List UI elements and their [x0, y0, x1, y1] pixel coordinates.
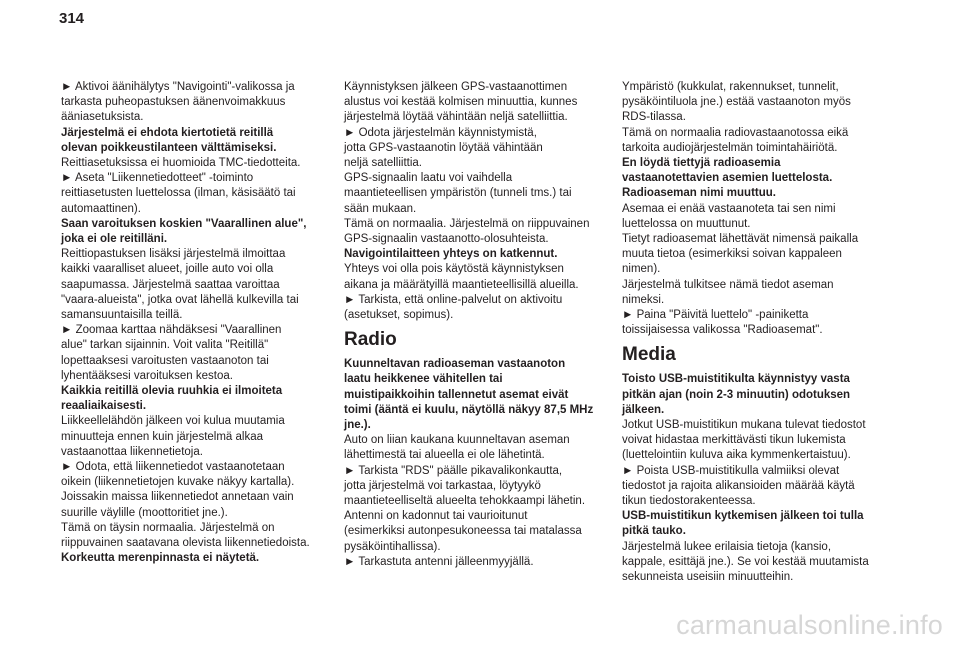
text-line: Ympäristö (kukkulat, rakennukset, tunnelit, — [622, 81, 839, 93]
problem-heading — [61, 217, 343, 247]
text-line: minuutteja ennen kuin järjestelmä alkaa — [61, 430, 264, 443]
text-line: Tämä on normaalia radiovastaanotossa eikä — [622, 126, 849, 139]
text-line: Tämä on täysin normaalia. Järjestelmä on — [61, 521, 275, 534]
text-line: tikun tiedostorakenteessa. — [622, 495, 756, 508]
section-heading: Media — [622, 344, 676, 366]
text-line: automaattinen). — [61, 202, 141, 215]
text-line: Käynnistyksen jälkeen GPS-vastaanottimen — [344, 81, 568, 93]
text-line: ► Aktivoi äänihälytys "Navigointi"-valikossa ja — [61, 81, 295, 93]
paragraph — [344, 262, 626, 323]
text-line: jotta järjestelmä voi tarkastaa, löytyykö — [344, 479, 541, 492]
text-line: Kuunneltavan radioaseman vastaanoton — [344, 358, 566, 371]
text-line: saapumassa. Järjestelmä saattaa varoittaa — [61, 278, 280, 291]
text-line: Reittiopastuksen lisäksi järjestelmä ilmoittaa — [61, 248, 286, 261]
text-column-middle — [344, 80, 626, 570]
text-line: lyhentääksesi varoituksen kestoa. — [61, 369, 233, 382]
text-line: tarkoita audiojärjestelmän toimintahäiriötä. — [622, 141, 838, 154]
text-line: pysäköintihallissa). — [344, 540, 441, 553]
text-line: Kaikkia reitillä olevia ruuhkia ei ilmoiteta — [61, 385, 283, 398]
text-line: joka ei ole reitilläni. — [61, 233, 168, 246]
paragraph — [61, 247, 343, 384]
text-line: maantieteellisen ympäristön (tunneli tms.) tai — [344, 187, 572, 200]
problem-heading — [61, 384, 343, 414]
problem-heading — [622, 156, 904, 202]
text-line: muuta tietoa (esimerkiksi soivan kappaleen — [622, 248, 842, 261]
text-line: muistipaikkoihin tallennetut asemat eivät — [344, 388, 569, 401]
text-line: alue" tarkan sijainnin. Voit valita "Reitillä" — [61, 339, 269, 352]
text-line: luettelossa on muuttunut. — [622, 217, 751, 230]
text-line: Toisto USB-muistitikulta käynnistyy vasta — [622, 373, 850, 386]
text-line: ► Tarkastuta antenni jälleenmyyjällä. — [344, 555, 534, 568]
text-line: jotta GPS-vastaanotin löytää vähintään — [344, 141, 543, 154]
problem-heading — [622, 372, 904, 418]
paragraph — [344, 433, 626, 570]
text-line: tarkasta puheopastuksen äänenvoimakkuus — [61, 96, 286, 109]
text-line: laatu heikkenee vähitellen tai — [344, 373, 503, 386]
text-line: En löydä tiettyjä radioasemia — [622, 157, 781, 170]
text-line: Radioaseman nimi muuttuu. — [622, 187, 776, 200]
text-line: alustus voi kestää kolmisen minuuttia, kunnes — [344, 96, 578, 109]
text-line: reittiasetusten luettelossa (ilman, käsisäätö tai — [61, 187, 296, 200]
problem-heading — [344, 247, 626, 262]
text-line: Järjestelmä ei ehdota kiertotietä reitillä — [61, 126, 274, 139]
text-line: USB-muistitikun kytkemisen jälkeen toi tulla — [622, 510, 864, 523]
text-line: GPS-signaalin laatu voi vaihdella — [344, 172, 513, 185]
text-line: vastaanottaa liikennetietoja. — [61, 445, 203, 458]
text-line: pitkän ajan (noin 2-3 minuutin) odotuksen — [622, 388, 851, 401]
text-line: suurille väylille (moottoritiet jne.). — [61, 506, 228, 519]
text-line: aikana ja määrätyillä maantieteellisillä alueilla. — [344, 278, 579, 291]
text-line: ► Odota järjestelmän käynnistymistä, — [344, 126, 537, 139]
text-line: oikein (liikennetietojen kuvake näkyy kartalla). — [61, 476, 295, 489]
text-line: "vaara-alueista", jotka ovat lähellä kulkevilla tai — [61, 293, 299, 306]
text-line: Tietyt radioasemat lähettävät nimensä paikalla — [622, 233, 859, 246]
paragraph — [61, 156, 343, 217]
paragraph — [622, 418, 904, 509]
text-line: samansuuntaisilla teillä. — [61, 309, 183, 322]
text-line: Joissakin maissa liikennetiedot annetaan vain — [61, 491, 294, 504]
text-line: Liikkeellelähdön jälkeen voi kulua muutamia — [61, 415, 285, 428]
problem-heading — [61, 551, 343, 566]
text-line: Tämä on normaalia. Järjestelmä on riippuvainen — [344, 217, 590, 230]
text-line: vastaanotettavien asemien luettelosta. — [622, 172, 833, 185]
paragraph — [344, 80, 626, 247]
paragraph — [622, 202, 904, 339]
text-line: Saan varoituksen koskien "Vaarallinen alue", — [61, 217, 307, 230]
text-line: Navigointilaitteen yhteys on katkennut. — [344, 248, 558, 261]
text-line: nimeksi. — [622, 293, 665, 306]
text-line: ► Tarkista, että online-palvelut on aktivoitu — [344, 293, 563, 306]
text-line: Jotkut USB-muistitikun mukana tulevat tiedostot — [622, 419, 866, 432]
text-line: kaikki vaaralliset alueet, joille auto voi olla — [61, 263, 274, 276]
paragraph — [61, 80, 343, 126]
problem-heading — [622, 509, 904, 539]
text-line: GPS-signaalin vastaanotto-olosuhteista. — [344, 233, 549, 246]
text-line: Auto on liian kaukana kuunneltavan aseman — [344, 434, 570, 447]
text-line: Antenni on kadonnut tai vaurioitunut — [344, 510, 528, 523]
text-line: ► Tarkista "RDS" päälle pikavalikonkautta, — [344, 464, 563, 477]
text-line: Korkeutta merenpinnasta ei näytetä. — [61, 552, 260, 565]
text-line: pitkä tauko. — [622, 525, 686, 538]
text-column-right — [622, 80, 904, 585]
text-line: nimen). — [622, 263, 661, 276]
problem-heading — [344, 357, 626, 433]
text-column-left — [61, 80, 343, 567]
text-line: maantieteelliseltä alueelta tehokkaampi lähetin. — [344, 495, 586, 508]
text-line: voivat hidastaa merkittävästi tikun lukemista — [622, 434, 846, 447]
paragraph — [622, 80, 904, 156]
text-line: sekunneista useisiin minuutteihin. — [622, 571, 794, 584]
text-line: jälkeen. — [622, 403, 665, 416]
text-line: riippuvainen saatavana olevista liikennetiedoista. — [61, 537, 310, 550]
text-line: jne.). — [344, 419, 371, 432]
text-line: pysäköintiluola jne.) estää vastaanoton myös — [622, 96, 851, 109]
text-line: Asemaa ei enää vastaanoteta tai sen nimi — [622, 202, 836, 215]
page-number: 314 — [59, 10, 85, 27]
text-line: Järjestelmä lukee erilaisia tietoja (kansio, — [622, 540, 832, 553]
text-line: tiedostot ja rajoita alikansioiden määrää käytä — [622, 479, 855, 492]
text-line: kappale, esittäjä jne.). Se voi kestää muutamista — [622, 555, 869, 568]
text-line: Järjestelmä tulkitsee nämä tiedot aseman — [622, 278, 834, 291]
text-line: lopettaaksesi varoitusten vastaanoton tai — [61, 354, 269, 367]
text-line: ► Poista USB-muistitikulla valmiiksi olevat — [622, 464, 840, 477]
text-line: ► Aseta "Liikennetiedotteet" -toiminto — [61, 172, 254, 185]
paragraph — [622, 540, 904, 586]
text-line: lähettimestä tai alueella ei ole lähetintä. — [344, 449, 545, 462]
text-line: (luettelointiin kuluva aika kymmenkertaistuu). — [622, 449, 851, 462]
text-line: sään mukaan. — [344, 202, 417, 215]
text-line: (asetukset, sopimus). — [344, 309, 454, 322]
problem-heading — [61, 126, 343, 156]
text-line: ► Zoomaa karttaa nähdäksesi "Vaarallinen — [61, 324, 282, 337]
text-line: järjestelmä löytää vähintään neljä satelliittia. — [344, 111, 568, 124]
text-line: ► Paina "Päivitä luettelo" -painiketta — [622, 309, 809, 322]
text-line: Reittiasetuksissa ei huomioida TMC-tiedotteita. — [61, 157, 301, 170]
paragraph — [61, 414, 343, 551]
text-line: olevan poikkeustilanteen välttämiseksi. — [61, 141, 277, 154]
text-line: toissijaisessa valikossa "Radioasemat". — [622, 324, 823, 337]
text-line: toimi (ääntä ei kuulu, näytöllä näkyy 87,5 MHz — [344, 403, 594, 416]
section-heading: Radio — [344, 329, 397, 351]
text-line: ► Odota, että liikennetiedot vastaanotetaan — [61, 461, 285, 474]
text-line: RDS-tilassa. — [622, 111, 686, 124]
text-line: (esimerkiksi autonpesukoneessa tai matalassa — [344, 525, 582, 538]
text-line: ääniasetuksista. — [61, 111, 144, 124]
text-line: reaaliaikaisesti. — [61, 400, 147, 413]
text-line: neljä satelliittia. — [344, 157, 422, 170]
text-line: Yhteys voi olla pois käytöstä käynnistyksen — [344, 263, 564, 276]
watermark: carmanualsonline.info — [676, 610, 943, 640]
